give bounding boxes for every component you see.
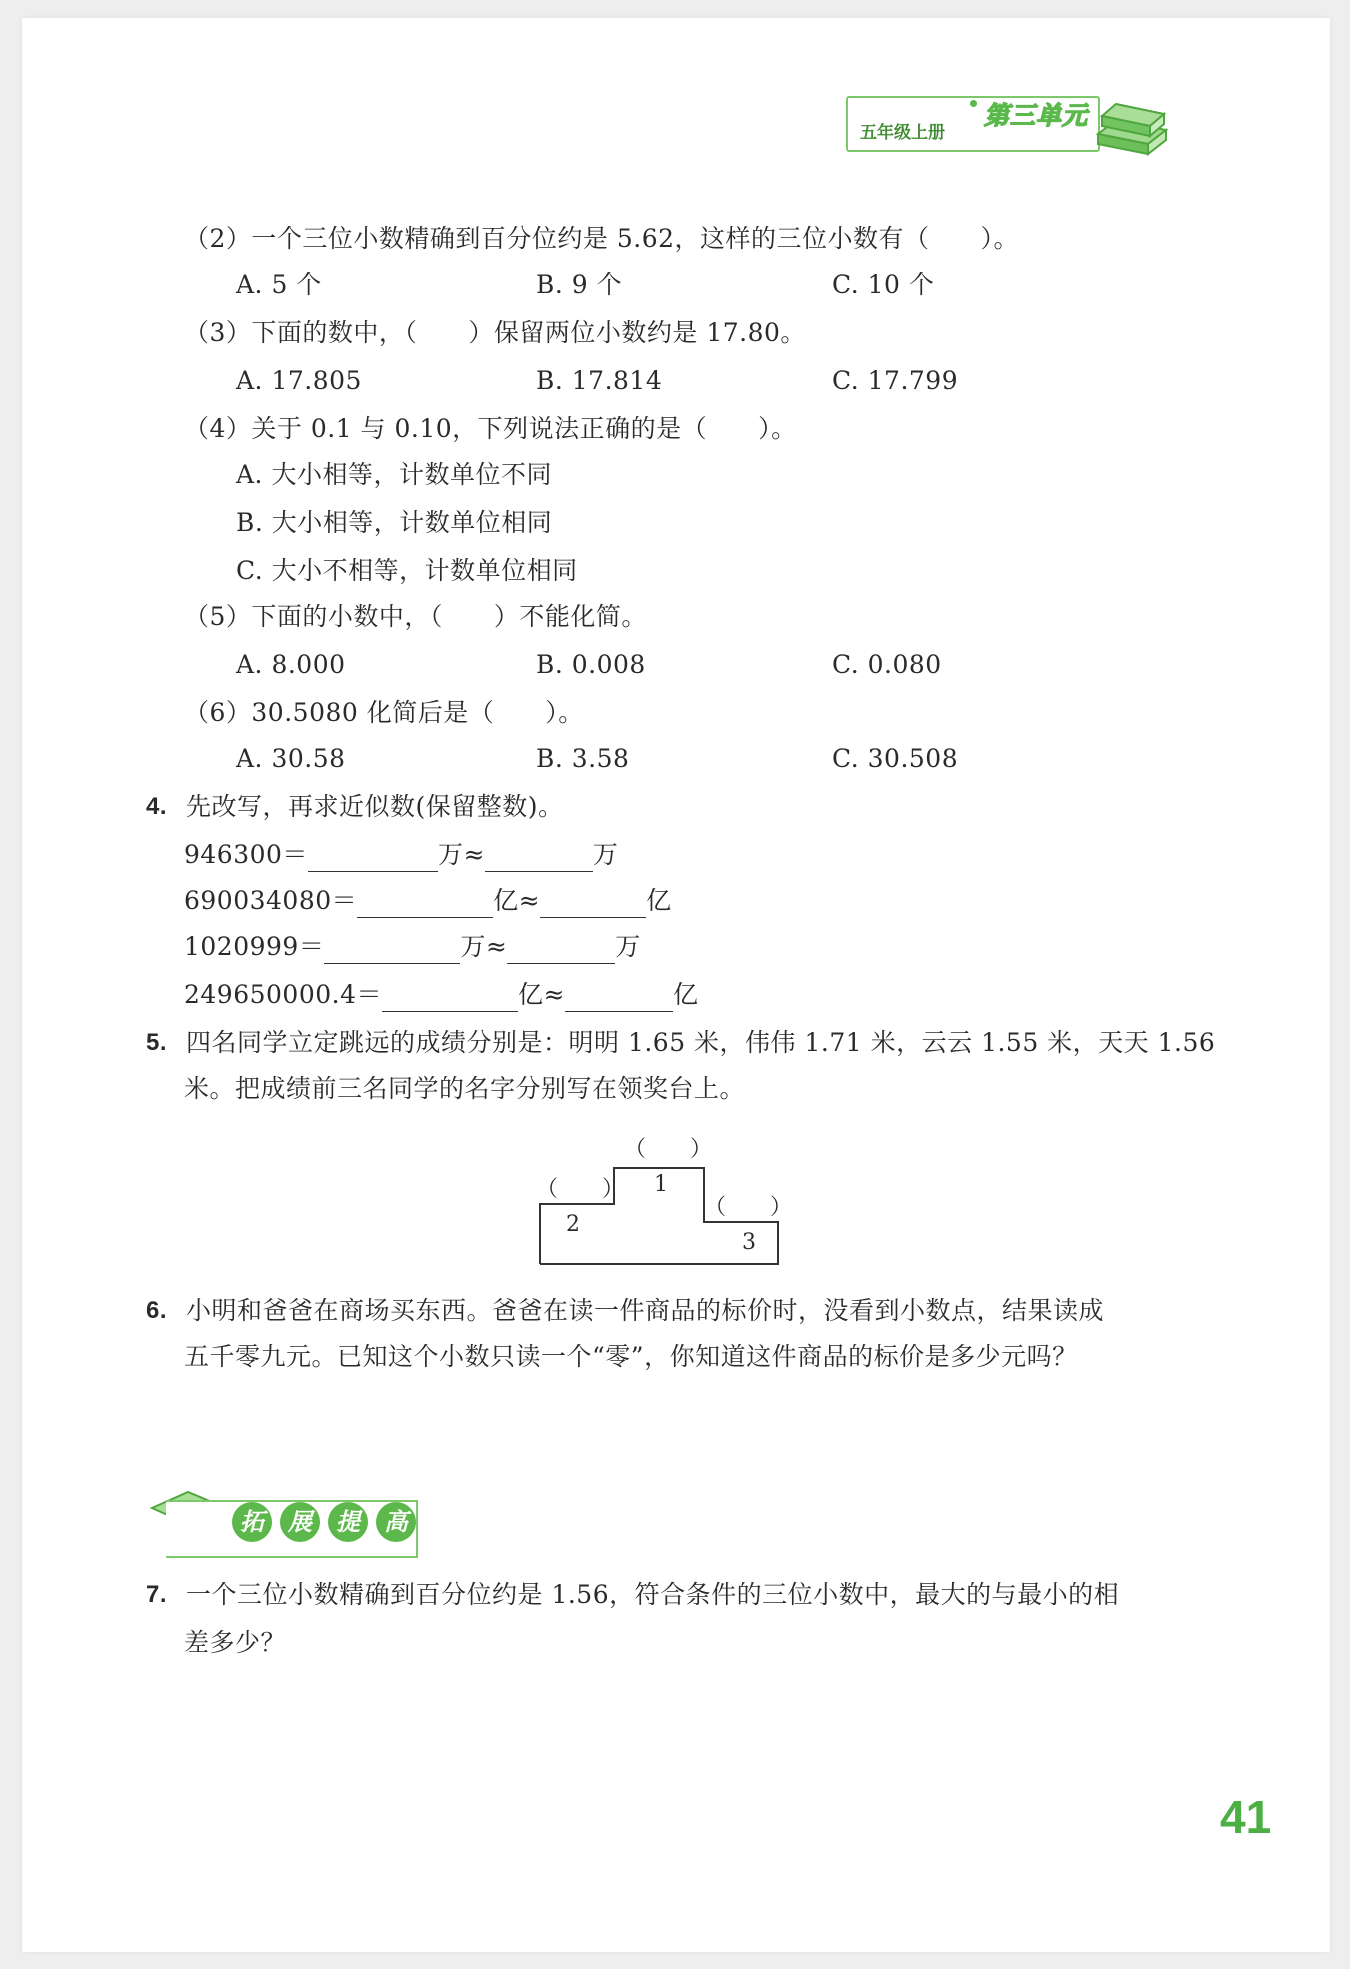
q4-number: 4. [146, 793, 168, 820]
q3-5-stem: （5）下面的小数中，（ ）不能化简。 [184, 602, 647, 631]
q4-row-3-unit-2: 万 [615, 932, 641, 961]
q3-2-option-b[interactable]: B. 9 个 [536, 270, 623, 299]
q3-4-option-c[interactable]: C. 大小不相等，计数单位相同 [236, 556, 578, 585]
q4-row-3-unit-1: 万≈ [460, 932, 508, 961]
q3-5-option-c[interactable]: C. 0.080 [832, 650, 942, 679]
q3-5-option-b[interactable]: B. 0.008 [536, 650, 646, 679]
q3-5-option-a[interactable]: A. 8.000 [236, 650, 346, 679]
q4-row-4-unit-2: 亿 [672, 980, 699, 1009]
q3-6-option-c[interactable]: C. 30.508 [832, 744, 959, 773]
podium-1-label: 1 [654, 1172, 668, 1197]
q7-line-2: 差多少？ [184, 1628, 287, 1657]
q6-line-2: 五千零九元。已知这个小数只读一个“零”，你知道这件商品的标价是多少元吗？ [184, 1342, 1078, 1371]
books-icon [1090, 86, 1170, 156]
q4-row-1-unit-2: 万 [592, 840, 619, 869]
q6-line-1: 小明和爸爸在商场买东西。爸爸在读一件商品的标价时，没看到小数点，结果读成 [186, 1296, 1105, 1325]
q4-row-4-unit-1: 亿≈ [518, 980, 565, 1009]
q4-row-2-left: 690034080＝ [184, 886, 358, 915]
podium-2-label: 2 [566, 1212, 580, 1237]
podium-1-answer[interactable]: （ ） [624, 1137, 713, 1162]
section-char-1: 拓 [232, 1502, 272, 1542]
unit-title: 第三单元 [984, 101, 1089, 130]
q4-row-2 [184, 884, 672, 918]
podium-3-label: 3 [742, 1230, 756, 1255]
q4-row-2-blank-1[interactable] [357, 889, 493, 918]
section-char-4: 高 [376, 1502, 416, 1542]
q4-row-1-left: 946300＝ [184, 840, 308, 869]
q3-4-stem: （4）关于 0.1 与 0.10，下列说法正确的是（ ）。 [184, 414, 797, 443]
q3-6-option-b[interactable]: B. 3.58 [536, 744, 630, 773]
q4-row-3-left: 1020999＝ [184, 932, 325, 961]
podium-2-answer[interactable]: （ ） [536, 1177, 625, 1202]
q4-row-3 [184, 930, 641, 964]
q3-2-option-c[interactable]: C. 10 个 [832, 270, 935, 299]
q3-3-stem: （3）下面的数中，（ ）保留两位小数约是 17.80。 [184, 318, 806, 347]
q6-number: 6. [146, 1297, 168, 1324]
q4-row-2-blank-2[interactable] [540, 889, 646, 918]
q5-line-2: 米。把成绩前三名同学的名字分别写在领奖台上。 [184, 1074, 746, 1103]
section-char-3: 提 [328, 1502, 368, 1542]
q4-row-4 [184, 978, 698, 1012]
podium-3-answer[interactable]: （ ） [704, 1195, 793, 1220]
q7-number: 7. [146, 1581, 168, 1608]
q4-row-1-blank-1[interactable] [308, 843, 438, 872]
q4-row-4-blank-2[interactable] [565, 983, 673, 1012]
q4-row-2-unit-1: 亿≈ [493, 886, 541, 915]
grade-label: 五年级上册 [860, 123, 945, 143]
q4-text: 先改写，再求近似数(保留整数)。 [186, 792, 564, 821]
q4-row-4-blank-1[interactable] [382, 983, 518, 1012]
section-char-2: 展 [280, 1502, 320, 1542]
q3-4-option-b[interactable]: B. 大小相等，计数单位相同 [236, 508, 553, 537]
q3-3-option-b[interactable]: B. 17.814 [536, 366, 663, 395]
q3-2-option-a[interactable]: A. 5 个 [236, 270, 322, 299]
q3-3-option-c[interactable]: C. 17.799 [832, 366, 959, 395]
q3-6-option-a[interactable]: A. 30.58 [236, 744, 346, 773]
q4-row-2-unit-2: 亿 [646, 886, 672, 915]
page-number: 41 [1220, 1791, 1272, 1843]
q7-line-1: 一个三位小数精确到百分位约是 1.56，符合条件的三位小数中，最大的与最小的相 [186, 1580, 1120, 1609]
q5-line-1: 四名同学立定跳远的成绩分别是：明明 1.65 米，伟伟 1.71 米，云云 1.55 米，天天 1.56 [186, 1028, 1216, 1057]
q4-row-1-blank-2[interactable] [485, 843, 593, 872]
q3-4-option-a[interactable]: A. 大小相等，计数单位不同 [236, 460, 552, 489]
q4-row-3-blank-1[interactable] [324, 935, 460, 964]
header-dot [970, 100, 977, 107]
q5-number: 5. [146, 1029, 168, 1056]
q3-2-stem: （2）一个三位小数精确到百分位约是 5.62，这样的三位小数有（ ）。 [184, 224, 1020, 253]
q4-row-4-left: 249650000.4＝ [184, 980, 383, 1009]
q4-row-1 [184, 838, 618, 872]
q4-row-3-blank-2[interactable] [507, 935, 615, 964]
q3-3-option-a[interactable]: A. 17.805 [236, 366, 362, 395]
q4-row-1-unit-1: 万≈ [437, 840, 485, 869]
q3-6-stem: （6）30.5080 化简后是（ ）。 [184, 698, 584, 727]
